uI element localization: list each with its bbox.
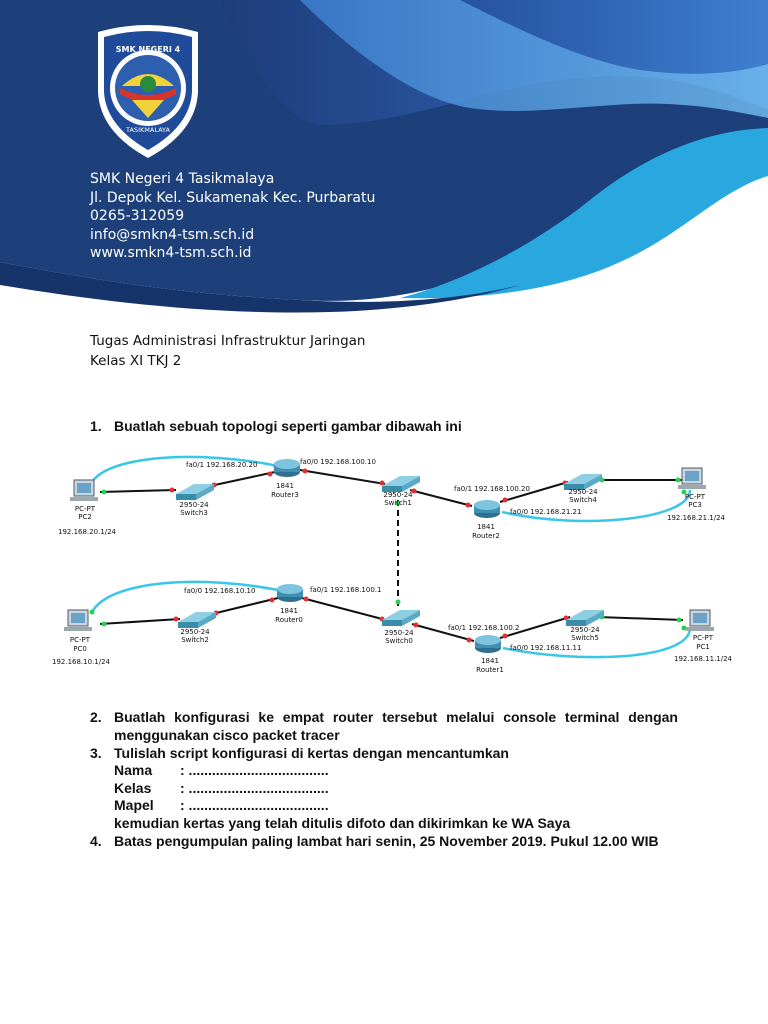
task-number: 1. [90, 418, 102, 434]
class-label: Kelas XI TKJ 2 [90, 353, 182, 369]
network-topology-diagram [0, 440, 768, 672]
router1-name: Router1 [476, 666, 504, 672]
pc-pc0 [64, 610, 92, 631]
switch4-model: 2950-24 [568, 488, 598, 496]
task-2 [90, 709, 690, 747]
task-number: 2. [90, 709, 102, 725]
switch5-model: 2950-24 [570, 626, 600, 634]
document-title: Tugas Administrasi Infrastruktur Jaringan [90, 333, 366, 349]
task3-note: kemudian kertas yang telah ditulis difoto dan dikirimkan ke WA Saya [114, 814, 571, 831]
task-number: 3. [90, 745, 102, 761]
pc1-name: PC1 [696, 643, 710, 651]
router-router1 [475, 635, 501, 653]
switch0-name: Switch0 [385, 637, 413, 645]
switch3-model: 2950-24 [179, 501, 209, 509]
title-block [90, 331, 365, 371]
school-info [90, 170, 375, 263]
switch3-name: Switch3 [180, 509, 208, 517]
router2-model: 1841 [477, 523, 495, 531]
field-mapel [114, 797, 329, 815]
link [300, 470, 385, 484]
router3-if-b: fa0/0 192.168.100.10 [300, 458, 376, 466]
task-number: 4. [90, 833, 102, 849]
link [100, 619, 180, 624]
router0-if-a: fa0/0 192.168.10.10 [184, 587, 256, 595]
pc0-type: PC-PT [69, 636, 91, 644]
school-phone: 0265-312059 [90, 208, 185, 224]
router3-model: 1841 [276, 482, 294, 490]
router1-if-b: fa0/0 192.168.11.11 [510, 644, 582, 652]
task-4 [90, 833, 690, 853]
field-value: : .................................... [180, 762, 329, 778]
pc1-type: PC-PT [692, 634, 714, 642]
field-nama [114, 762, 329, 780]
task-text: Tulislah script konfigurasi di kertas dengan mencantumkan [114, 745, 509, 761]
pc-pc3 [678, 468, 706, 489]
router3-name: Router3 [271, 491, 299, 499]
logo-text-bottom: TASIKMALAYA [126, 126, 170, 134]
switch0-model: 2950-24 [384, 629, 414, 637]
router-router3 [274, 459, 300, 477]
switch4-name: Switch4 [569, 496, 597, 504]
field-value: : .................................... [180, 779, 329, 796]
router2-name: Router2 [472, 532, 500, 540]
task-1 [90, 418, 690, 438]
pc3-ip: 192.168.21.1/24 [666, 514, 726, 522]
router0-if-b: fa0/1 192.168.100.1 [310, 586, 382, 594]
switch1-model: 2950-24 [383, 491, 413, 499]
switch5-name: Switch5 [571, 634, 599, 642]
link [212, 598, 278, 614]
router1-if-a: fa0/1 192.168.100.2 [448, 624, 520, 632]
school-logo [92, 22, 204, 162]
switch1-name: Switch1 [384, 499, 412, 507]
field-kelas [114, 780, 329, 798]
link [210, 472, 275, 486]
pc0-ip: 192.168.10.1/24 [51, 658, 111, 666]
task-3 [90, 745, 690, 831]
school-name: SMK Negeri 4 Tasikmalaya [90, 171, 275, 187]
switch-switch2 [178, 612, 216, 628]
field-label: Kelas [114, 779, 152, 796]
pc2-ip: 192.168.20.1/24 [57, 528, 117, 536]
field-label: Mapel [114, 797, 154, 813]
router0-name: Router0 [275, 616, 303, 624]
pc-pc2 [70, 480, 98, 501]
router0-model: 1841 [280, 607, 298, 615]
link [598, 617, 683, 620]
school-address: Jl. Depok Kel. Sukamenak Kec. Purbaratu [90, 189, 376, 206]
task-text: Buatlah konfigurasi ke empat router tersebut melalui console terminal dengan menggunakan cisco packet tracer [114, 709, 678, 743]
field-value: : .................................... [180, 797, 329, 813]
switch-switch5 [566, 610, 604, 626]
task-text: Buatlah sebuah topologi seperti gambar dibawah ini [114, 418, 462, 434]
switch-switch3 [176, 484, 214, 500]
router-router2 [474, 500, 500, 518]
pc0-name: PC0 [73, 645, 87, 653]
router2-if-a: fa0/1 192.168.100.20 [454, 485, 530, 493]
logo-text-top: SMK NEGERI 4 [115, 45, 181, 54]
pc2-type: PC-PT [74, 505, 96, 513]
router1-model: 1841 [481, 657, 499, 665]
task-text: Batas pengumpulan paling lambat hari senin, 25 November 2019. Pukul 12.00 WIB [114, 833, 659, 849]
pc3-name: PC3 [688, 501, 702, 509]
switch2-model: 2950-24 [180, 628, 210, 636]
school-website[interactable]: www.smkn4-tsm.sch.id [90, 245, 252, 261]
router2-if-b: fa0/0 192.168.21.21 [510, 508, 582, 516]
pc3-type: PC-PT [684, 493, 706, 501]
pc-pc1 [686, 610, 714, 631]
link [100, 490, 176, 492]
field-label: Nama [114, 762, 153, 778]
switch2-name: Switch2 [181, 636, 209, 644]
router3-if-a: fa0/1 192.168.20.20 [186, 461, 258, 469]
pc2-name: PC2 [78, 513, 92, 521]
router-router0 [277, 584, 303, 602]
link [302, 598, 386, 620]
pc1-ip: 192.168.11.1/24 [673, 655, 733, 663]
school-email[interactable]: info@smkn4-tsm.sch.id [90, 226, 255, 243]
